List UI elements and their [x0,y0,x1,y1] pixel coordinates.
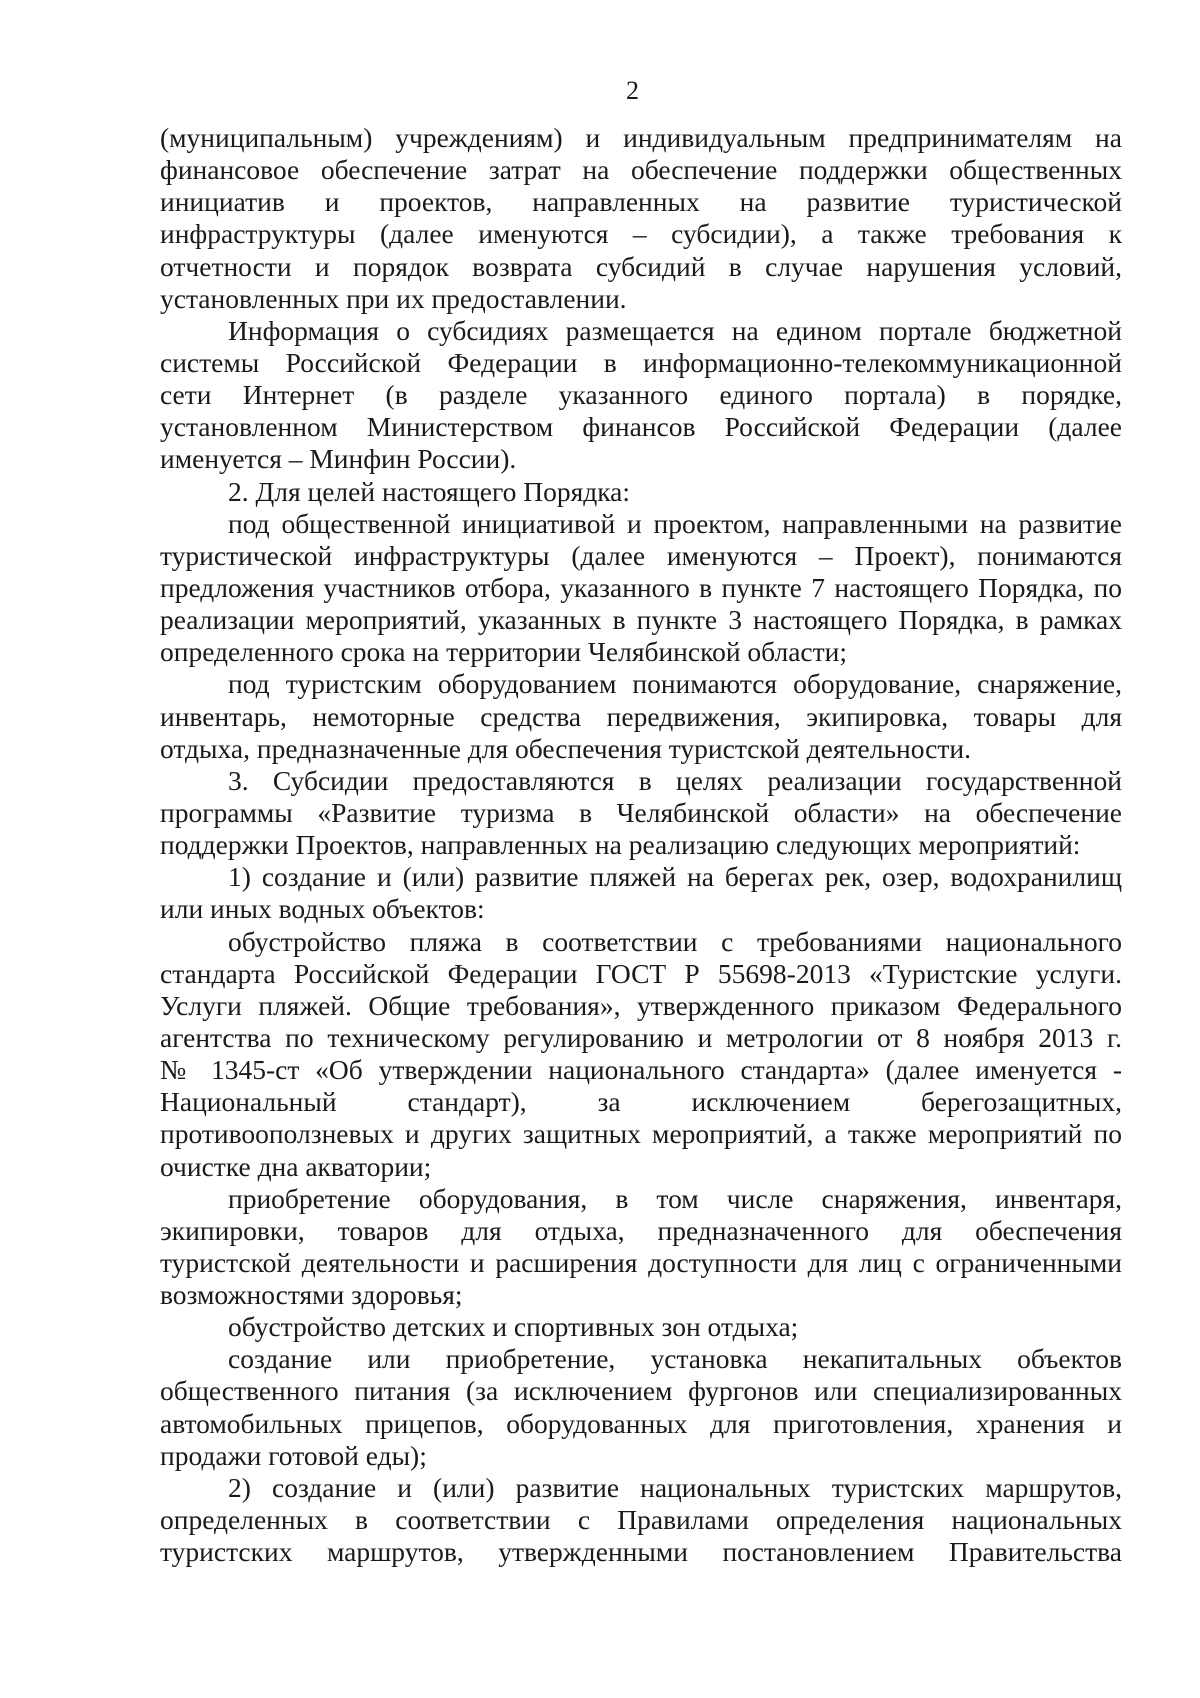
text-line: создание или приобретение, установка некапитальных объектов [228,1343,1122,1375]
text-line: 1) создание и (или) развитие пляжей на берегах рек, озер, водохранилищ [228,861,1122,893]
text-line: противооползневых и других защитных мероприятий, а также мероприятий по [160,1118,1122,1150]
text-line: № 1345-ст «Об утверждении национального стандарта» (далее именуется - [160,1054,1122,1086]
text-line: поддержки Проектов, направленных на реализацию следующих мероприятий: [160,829,1081,861]
text-line: сети Интернет (в разделе указанного единого портала) в порядке, [160,379,1122,411]
text-line: системы Российской Федерации в информационно-телекоммуникационной [160,346,1122,378]
text-line: реализации мероприятий, указанных в пункте 3 настоящего Порядка, в рамках [160,604,1122,636]
document-body [160,122,1122,1568]
text-line: автомобильных прицепов, оборудованных для приготовления, хранения и [160,1407,1122,1439]
text-line: возможностями здоровья; [160,1279,463,1311]
text-line: Услуги пляжей. Общие требования», утвержденного приказом Федерального [160,989,1122,1021]
text-line: Национальный стандарт), за исключением берегозащитных, [160,1086,1122,1118]
text-line: 2. Для целей настоящего Порядка: [228,475,630,507]
text-line: обустройство детских и спортивных зон отдыха; [228,1311,799,1343]
text-line: установленных при их предоставлении. [160,282,627,314]
text-line: туристской деятельности и расширения доступности для лиц с ограниченными [160,1246,1122,1278]
text-line: финансовое обеспечение затрат на обеспечение поддержки общественных [160,154,1122,186]
text-line: (муниципальным) учреждениям) и индивидуальным предпринимателям на [160,122,1122,153]
text-line: под туристским оборудованием понимаются оборудование, снаряжение, [228,668,1122,700]
text-line: программы «Развитие туризма в Челябинской области» на обеспечение [160,796,1122,828]
text-line: приобретение оборудования, в том числе снаряжения, инвентаря, [228,1182,1122,1214]
text-line: определенных в соответствии с Правилами определения национальных [160,1504,1122,1536]
text-line: туристских маршрутов, утвержденными постановлением Правительства [160,1536,1122,1568]
text-line: обустройство пляжа в соответствии с требованиями национального [228,925,1122,957]
text-line: отдыха, предназначенные для обеспечения туристской деятельности. [160,732,971,764]
text-line: 2) создание и (или) развитие национальных туристских маршрутов, [228,1471,1122,1503]
text-line: под общественной инициативой и проектом, направленными на развитие [228,507,1122,539]
text-line: предложения участников отбора, указанного в пункте 7 настоящего Порядка, по [160,571,1122,603]
text-line: именуется – Минфин России). [160,443,517,475]
text-line: экипировки, товаров для отдыха, предназначенного для обеспечения [160,1214,1122,1246]
text-line: инициатив и проектов, направленных на развитие туристической [160,186,1122,218]
text-line: определенного срока на территории Челябинской области; [160,636,847,668]
text-line: туристической инфраструктуры (далее именуются – Проект), понимаются [160,539,1122,571]
text-line: стандарта Российской Федерации ГОСТ Р 55698-2013 «Туристские услуги. [160,957,1122,989]
text-line: инфраструктуры (далее именуются – субсидии), а также требования к [160,218,1122,250]
page-number: 2 [626,76,639,105]
text-line: очистке дна акватории; [160,1150,432,1182]
text-line: общественного питания (за исключением фургонов или специализированных [160,1375,1122,1407]
text-line: или иных водных объектов: [160,893,485,925]
text-line: установленном Министерством финансов Российской Федерации (далее [160,411,1122,443]
text-line: инвентарь, немоторные средства передвижения, экипировка, товары для [160,700,1122,732]
text-line: агентства по техническому регулированию и метрологии от 8 ноября 2013 г. [160,1021,1122,1053]
text-line: отчетности и порядок возврата субсидий в случае нарушения условий, [160,250,1122,282]
text-line: 3. Субсидии предоставляются в целях реализации государственной [228,764,1122,796]
text-line: Информация о субсидиях размещается на едином портале бюджетной [228,314,1122,346]
text-line: продажи готовой еды); [160,1439,427,1471]
